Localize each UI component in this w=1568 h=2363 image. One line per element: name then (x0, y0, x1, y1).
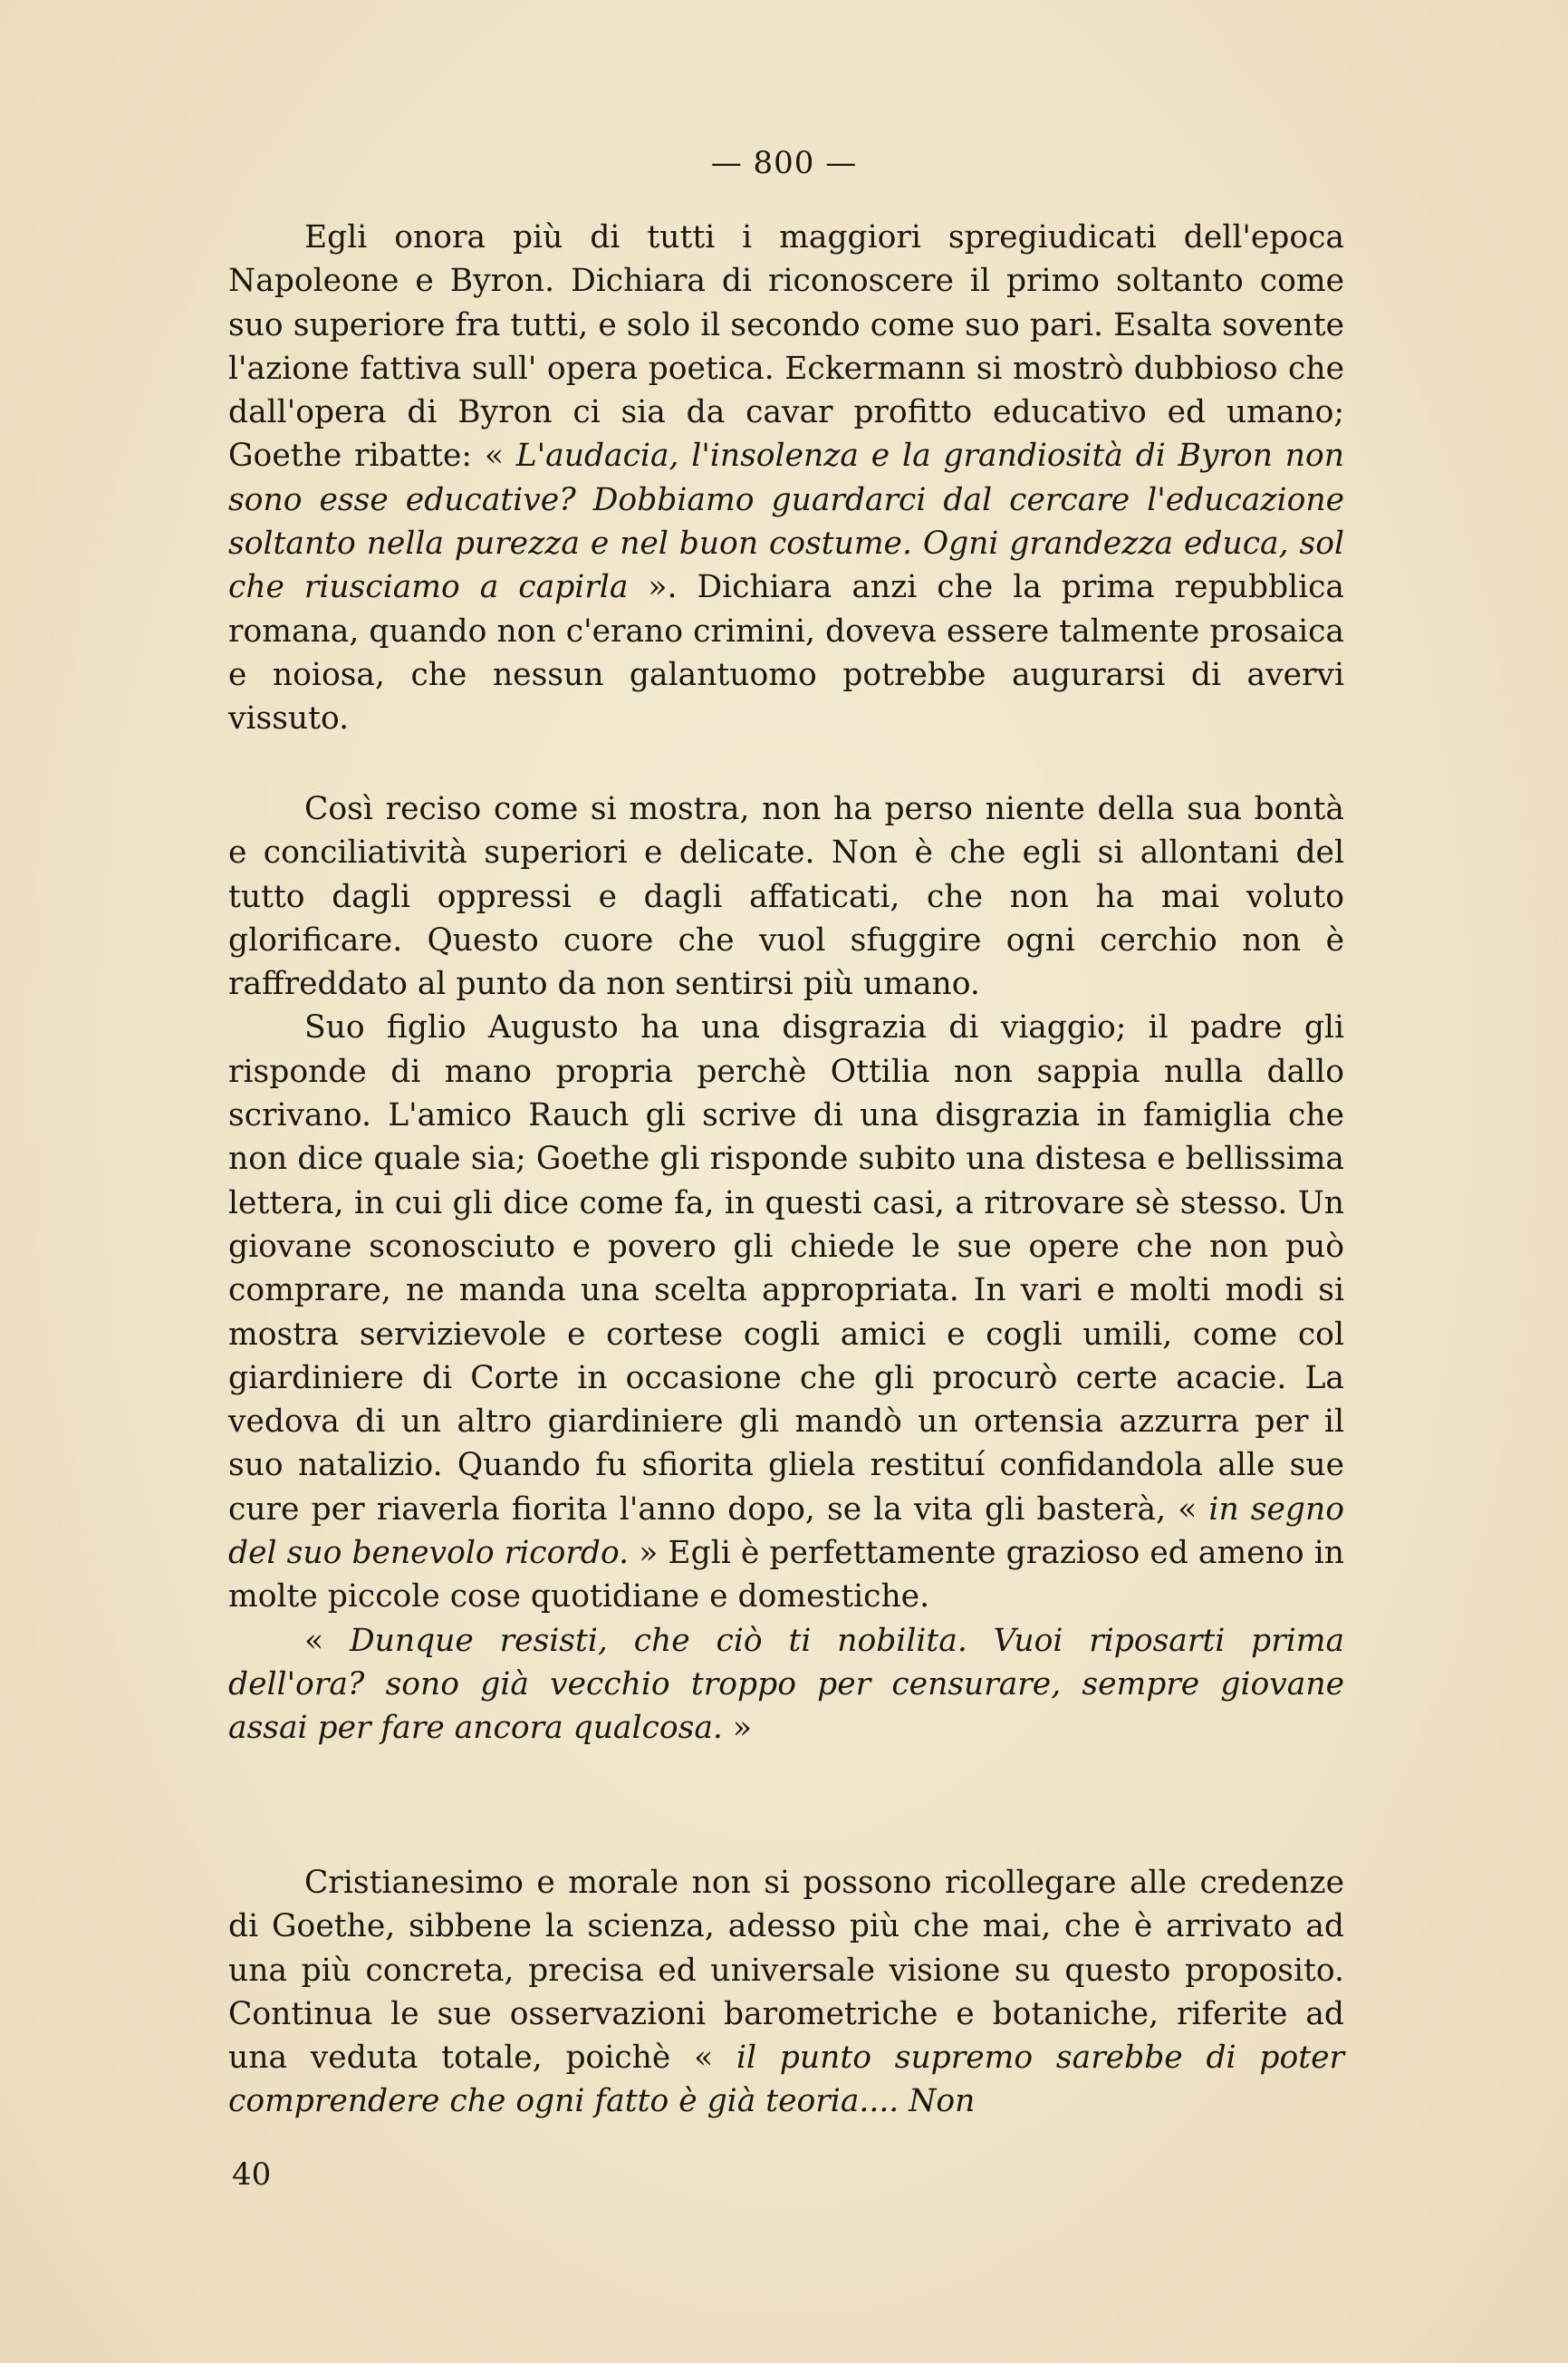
paragraph-3 (228, 1006, 1344, 1618)
paragraph-4-close: » (722, 1710, 752, 1747)
paragraph-1-text-b: ». Dichiara anzi che la prima repubblica romana, quando non c'erano crimini, doveva essere talmente prosaica e noiosa, che nessun galantuomo potrebbe augurarsi di avervi vissuto. (228, 569, 1344, 738)
section-second (228, 787, 1344, 1751)
paragraph-1 (228, 216, 1344, 741)
paragraph-1-text-a: Egli onora più di tutti i maggiori spregiudicati dell'epoca Napoleone e Byron. Dichiara di riconoscere il primo soltanto come suo superiore fra tutti, e solo il secondo come suo pari. Esalta sovente l'azione fattiva sull' opera poetica. Eckermann si mostrò dubbioso che dall'opera di Byron ci sia da cavar profitto educativo ed umano; Goethe ribatte: « (228, 219, 1344, 475)
page-number: — 800 — (710, 145, 858, 181)
paragraph-5 (228, 1861, 1344, 2124)
paragraph-3-text-a: Suo figlio Augusto ha una disgrazia di viaggio; il padre gli risponde di mano propria perchè Ottilia non sappia nulla dallo scrivano. L'amico Rauch gli scrive di una disgrazia in famiglia che non dice quale sia; Goethe gli risponde subito una distesa e bellissima lettera, in cui gli dice come fa, in questi casi, a ritrovare sè stesso. Un giovane sconosciuto e povero gli chiede le sue opere che non può comprare, ne manda una scelta appropriata. In vari e molti modi si mostra servizievole e cortese cogli amici e cogli umili, come col giardiniere di Corte in occasione che gli procurò certe acacie. La vedova di un altro giardiniere gli mandò un ortensia azzurra per il suo natalizio. Quando fu sfiorita gliela restituí confidandola alle sue cure per riaverla fiorita l'anno dopo, se la vita gli basterà, « (228, 1009, 1344, 1528)
folio-number: 40 (232, 2156, 272, 2193)
paragraph-5-quote: il punto supremo sarebbe di poter comprendere che ogni fatto è già teoria.... Non (228, 2040, 1344, 2120)
paragraph-4-quote: Dunque resisti, che ciò ti nobilita. Vuoi riposarti prima dell'ora? sono già vecchio troppo per censurare, sempre giovane assai per fare ancora qualcosa. (228, 1622, 1345, 1747)
section-first (228, 216, 1344, 741)
paragraph-4 (228, 1619, 1344, 1751)
paragraph-5-text-a: Cristianesimo e morale non si possono ricollegare alle credenze di Goethe, sibbene la scienza, adesso più che mai, che è arrivato ad una più concreta, precisa ed universale visione su questo proposito. Continua le sue osservazioni barometriche e botaniche, riferite ad una veduta totale, poichè « (228, 1865, 1344, 2077)
paragraph-2: Così reciso come si mostra, non ha perso niente della sua bontà e conciliatività superiori e delicate. Non è che egli si allontani del tutto dagli oppressi e dagli affaticati, che non ha mai voluto glorificare. Questo cuore che vuol sfuggire ogni cerchio non è raffreddato al punto da non sentirsi più umano. (228, 791, 1344, 1003)
paragraph-3-text-b: » Egli è perfettamente grazioso ed ameno in molte piccole cose quotidiane e domestiche. (228, 1535, 1344, 1616)
paragraph-3-quote: in segno del suo benevolo ricordo. (228, 1490, 1345, 1572)
paragraph-1-quote: L'audacia, l'insolenza e la grandiosità di Byron non sono esse educative? Dobbiamo guardarci dal cercare l'educazione soltanto nella purezza e nel buon costume. Ogni grandezza educa, sol che riusciamo a capirla (228, 438, 1344, 606)
section-third (228, 1861, 1344, 2124)
paragraph-4-open: « (304, 1622, 350, 1659)
